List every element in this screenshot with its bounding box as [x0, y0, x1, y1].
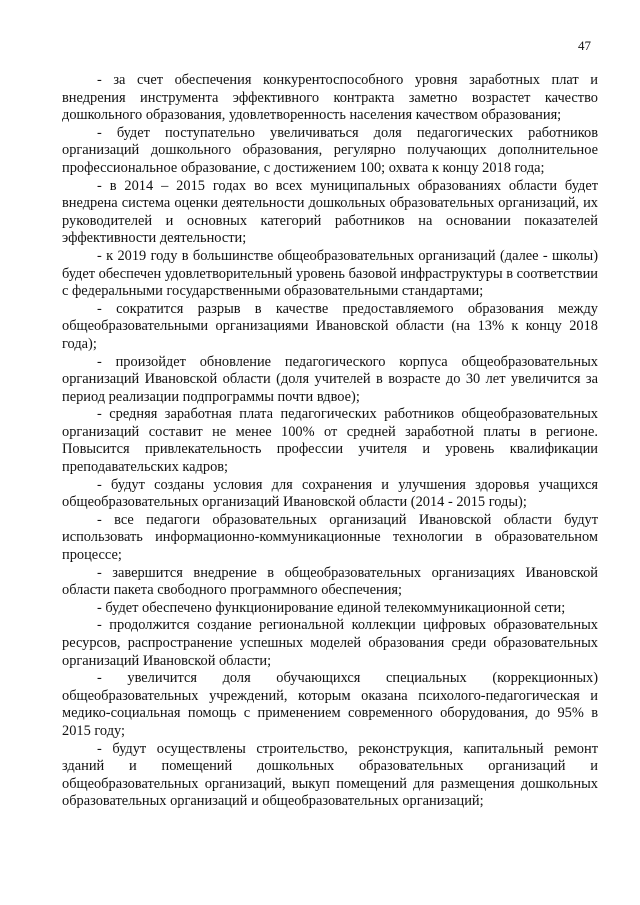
paragraph-preschool-evaluation-system: - в 2014 – 2015 годах во всех муниципальных образованиях области будет внедрена система оценки деятельности дошкольных образовательных организаций, их руководителей и основных категорий работников на основании показателей эффективности деятельности;	[62, 177, 598, 247]
paragraph-ict-usage: - все педагоги образовательных организаций Ивановской области будут использовать информационно-коммуникационные технологии в образовательном процессе;	[62, 511, 598, 564]
paragraph-teacher-salary: - средняя заработная плата педагогических работников общеобразовательных организаций составит не менее 100% от средней заработной платы в регионе. Повысится привлекательность профессии учителя и уровень квалификации преподавательских кадров;	[62, 406, 598, 476]
page-number: 47	[578, 38, 591, 53]
paragraph-preschool-staff-training: - будет поступательно увеличиваться доля педагогических работников организаций дошкольного образования, регулярно получающих дополнительное профессиональное образование, с достижением 100; охвата к концу 2018 года;	[62, 124, 598, 176]
paragraph-digital-resources: - продолжится создание региональной коллекции цифровых образовательных ресурсов, распространение успешных моделей образования среди образовательных организаций Ивановской области;	[62, 617, 598, 669]
document-body	[62, 72, 598, 811]
paragraph-construction-repair: - будут осуществлены строительство, реконструкция, капитальный ремонт зданий и помещений дошкольных образовательных организаций и общеобразовательных организаций, выкуп помещений для размещения дошкольных образовательных организаций и общеобразовательных организаций;	[62, 740, 598, 810]
paragraph-school-infrastructure: - к 2019 году в большинстве общеобразовательных организаций (далее - школы) будет обеспечен удовлетворительный уровень базовой инфраструктуры в соответствии с федеральными государственными образовательными стандартами;	[62, 247, 598, 300]
paragraph-free-software: - завершится внедрение в общеобразовательных организациях Ивановской области пакета свободного программного обеспечения;	[62, 564, 598, 599]
paragraph-telecom-network: - будет обеспечено функционирование единой телекоммуникационной сети;	[97, 599, 566, 616]
paragraph-special-education-support: - увеличится доля обучающихся специальных (коррекционных) общеобразовательных учреждений, которым оказана психолого-педагогическая и медико-социальная помощь с применением современного оборудования, до 95% в 2015 году;	[62, 670, 598, 739]
paragraph-student-health: - будут созданы условия для сохранения и улучшения здоровья учащихся общеобразовательных организаций Ивановской области (2014 - 2015 годы);	[62, 476, 598, 511]
paragraph-teacher-renewal: - произойдет обновление педагогического корпуса общеобразовательных организаций Ивановской области (доля учителей в возрасте до 30 лет увеличится за период реализации подпрограммы почти вдвое);	[62, 353, 598, 405]
paragraph-salary-competitiveness: - за счет обеспечения конкурентоспособного уровня заработных плат и внедрения инструмента эффективного контракта заметно возрастет качество дошкольного образования, удовлетворенность населения качеством образования;	[62, 72, 598, 124]
paragraph-education-quality-gap: - сократится разрыв в качестве предоставляемого образования между общеобразовательными организациями Ивановской области (на 13% к концу 2018 года);	[62, 300, 598, 352]
